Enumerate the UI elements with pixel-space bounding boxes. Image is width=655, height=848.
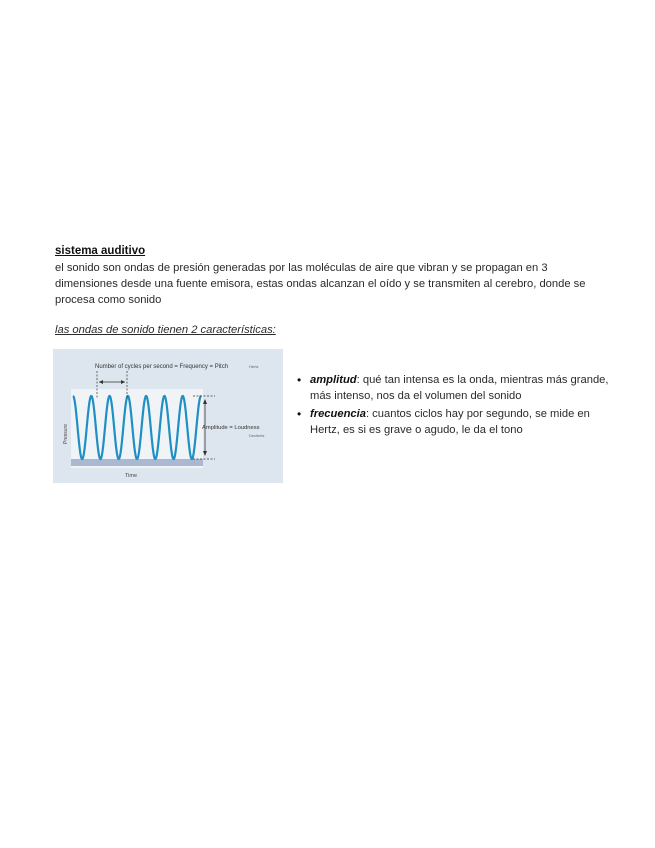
sound-wave-diagram	[53, 349, 283, 483]
bullet-dot: •	[297, 407, 302, 421]
cycle-arrow-head-left	[99, 380, 103, 384]
intro-paragraph: el sonido son ondas de presión generadas por las moléculas de aire que vibran y se propagan en 3 dimensiones desde una fuente emisora, estas ondas alcanzan el oído y se transmiten al cerebro, donde se procesa como sonido	[55, 262, 586, 306]
list-item-amplitud	[296, 372, 616, 404]
sound-wave-figure	[53, 349, 283, 483]
amplitude-arrow-head-bottom	[203, 451, 207, 456]
characteristics-list	[296, 372, 616, 440]
term-frecuencia: frecuencia	[310, 408, 366, 420]
frequency-unit: Hertz	[249, 364, 259, 369]
frequency-label: Number of cycles per second = Frequency = Pitch	[95, 364, 229, 370]
pressure-axis-label: Pressure	[63, 423, 69, 444]
characteristics-subheading: las ondas de sonido tienen 2 características:	[55, 324, 276, 336]
bullet-dot: •	[297, 373, 302, 387]
definition-amplitud: : qué tan intensa es la onda, mientras más grande, más intenso, nos da el volumen del sonido	[310, 374, 609, 402]
amplitude-unit: Decibels	[249, 433, 265, 438]
section-heading: sistema auditivo	[55, 245, 146, 257]
plot-area	[71, 389, 203, 468]
amplitude-arrow-head-top	[203, 399, 207, 404]
time-axis-label: Time	[125, 473, 138, 479]
cycle-arrow-head-right	[121, 380, 125, 384]
list-item-frecuencia	[296, 406, 616, 438]
definition-frecuencia: : cuantos ciclos hay por segundo, se mide en Hertz, es si es grave o agudo, le da el tono	[310, 408, 590, 436]
term-amplitud: amplitud	[310, 374, 357, 386]
amplitude-label: Amplitude = Loudness	[202, 425, 260, 431]
